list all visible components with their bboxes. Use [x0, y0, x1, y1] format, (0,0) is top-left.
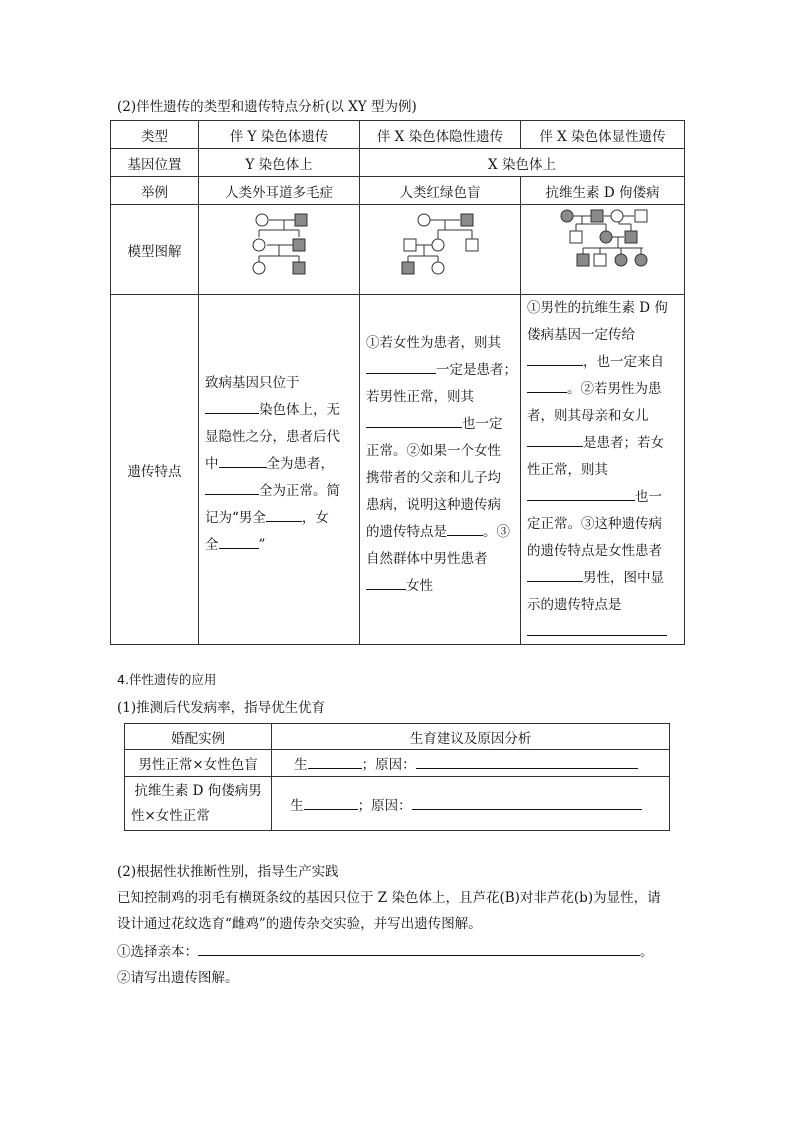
features-x-recessive	[360, 295, 521, 645]
reason-label: ；原因：	[361, 757, 416, 773]
y-feature-line: 染色体上，无	[259, 402, 340, 418]
question-1-label: ①选择亲本：	[117, 944, 198, 960]
header-y-linked: 伴 Y 染色体遗传	[199, 121, 360, 149]
xd-feature-line: ，也一定来自	[583, 354, 664, 370]
xd-feature-line: 。②若男性为患	[567, 381, 662, 397]
example-y: 人类外耳道多毛症	[199, 177, 360, 205]
case-rickets-line: 抗维生素 D 佝偻病男	[134, 782, 262, 799]
gene-position-x: X 染色体上	[360, 149, 685, 177]
xr-feature-line: 女性	[406, 578, 433, 594]
xr-feature-line: ①若女性为患者，则其	[366, 335, 501, 351]
section4-2-title: (2)根据性状推断性别，指导生产实践	[117, 864, 339, 880]
y-feature-line: ”	[258, 537, 266, 553]
header-advice: 生育建议及原因分析	[272, 724, 670, 750]
pedigree-x-recessive	[360, 205, 521, 295]
xr-feature-line: 自然群体中男性患者	[366, 551, 488, 567]
xd-feature-line: 是患者；若女	[583, 435, 664, 451]
header-x-dominant: 伴 X 染色体显性遗传	[521, 121, 685, 149]
case-rickets-line: 性×女性正常	[131, 807, 210, 824]
xd-feature-line: 者，则其母亲和女儿	[527, 408, 649, 424]
xd-feature-line: 也一	[635, 489, 662, 505]
xd-feature-line: 的遗传特点是女性患者	[527, 543, 662, 559]
y-feature-line: 显隐性之分，患者后代	[205, 429, 340, 445]
header-type: 类型	[111, 121, 199, 149]
xd-feature-line: 性正常，则其	[527, 462, 608, 478]
pedigree-x-dominant	[521, 205, 685, 295]
xd-feature-line: ①男性的抗维生素 D 佝	[527, 300, 668, 316]
y-feature-line: 全	[205, 537, 219, 553]
section4-1-title: (1)推测后代发病率，指导优生优育	[117, 700, 326, 716]
question-2: ②请写出遗传图解。	[117, 970, 239, 986]
advice-colorblind	[272, 750, 670, 777]
xr-feature-line: 患病，说明这种遗传病	[366, 497, 501, 513]
xd-feature-line: 男性，图中显	[583, 570, 664, 586]
case-rickets	[125, 777, 272, 831]
advice-prefix: 生	[290, 797, 304, 814]
gene-position-label: 基因位置	[111, 149, 199, 177]
example-label: 举例	[111, 177, 199, 205]
sex-linked-inheritance-table	[110, 120, 685, 645]
xd-feature-line: 定正常。③这种遗传病	[527, 516, 662, 532]
pedigree-y-icon	[199, 205, 359, 290]
y-feature-line: ，女	[301, 510, 329, 526]
y-feature-line: 记为“男全	[205, 510, 266, 526]
paragraph-line-1: 已知控制鸡的羽毛有横斑条纹的基因只位于 Z 染色体上，且芦花(B)对非芦花(b)为显性，请	[117, 890, 661, 906]
xr-feature-line: 也一定	[462, 416, 503, 432]
header-x-recessive: 伴 X 染色体隐性遗传	[360, 121, 521, 149]
features-label: 遗传特点	[111, 295, 199, 645]
gene-position-y: Y 染色体上	[199, 149, 360, 177]
application-table	[124, 723, 670, 831]
reason-label: ；原因：	[357, 797, 412, 814]
case-colorblind: 男性正常×女性色盲	[125, 750, 272, 777]
header-case: 婚配实例	[125, 724, 272, 750]
pedigree-y-linked	[199, 205, 360, 295]
advice-prefix: 生	[294, 757, 308, 773]
advice-rickets	[272, 777, 670, 831]
section4-title: 4.伴性遗传的应用	[117, 672, 217, 687]
xr-feature-line: 一定是患者；	[436, 362, 517, 378]
xr-feature-line: 正常。②如果一个女性	[366, 443, 501, 459]
features-x-dominant	[521, 295, 685, 645]
diagram-label: 模型图解	[111, 205, 199, 295]
question-1	[117, 941, 654, 962]
xd-feature-line: 偻病基因一定传给	[527, 327, 635, 343]
xr-feature-line: 携带者的父亲和儿子均	[366, 470, 501, 486]
xr-feature-line: 。③	[483, 524, 510, 540]
y-feature-line: 中	[205, 456, 219, 472]
xd-feature-line: 示的遗传特点是	[527, 597, 622, 613]
section2-title: (2)伴性遗传的类型和遗传特点分析(以 XY 型为例)	[117, 99, 417, 115]
paragraph-line-2: 设计通过花纹选育“雌鸡”的遗传杂交实验，并写出遗传图解。	[117, 916, 482, 932]
question-1-end: 。	[640, 944, 654, 960]
xr-feature-line: 的遗传特点是	[366, 524, 447, 540]
example-x-dominant: 抗维生素 D 佝偻病	[521, 177, 685, 205]
xr-feature-line: 若男性正常，则其	[366, 389, 474, 405]
pedigree-xd-icon	[521, 205, 684, 290]
y-feature-line: 全为患者，	[266, 456, 334, 472]
example-x-recessive: 人类红绿色盲	[360, 177, 521, 205]
y-feature-line: 全为正常。简	[259, 483, 340, 499]
features-y-linked	[199, 295, 360, 645]
pedigree-xr-icon	[360, 205, 520, 290]
y-feature-line: 致病基因只位于	[205, 375, 300, 391]
